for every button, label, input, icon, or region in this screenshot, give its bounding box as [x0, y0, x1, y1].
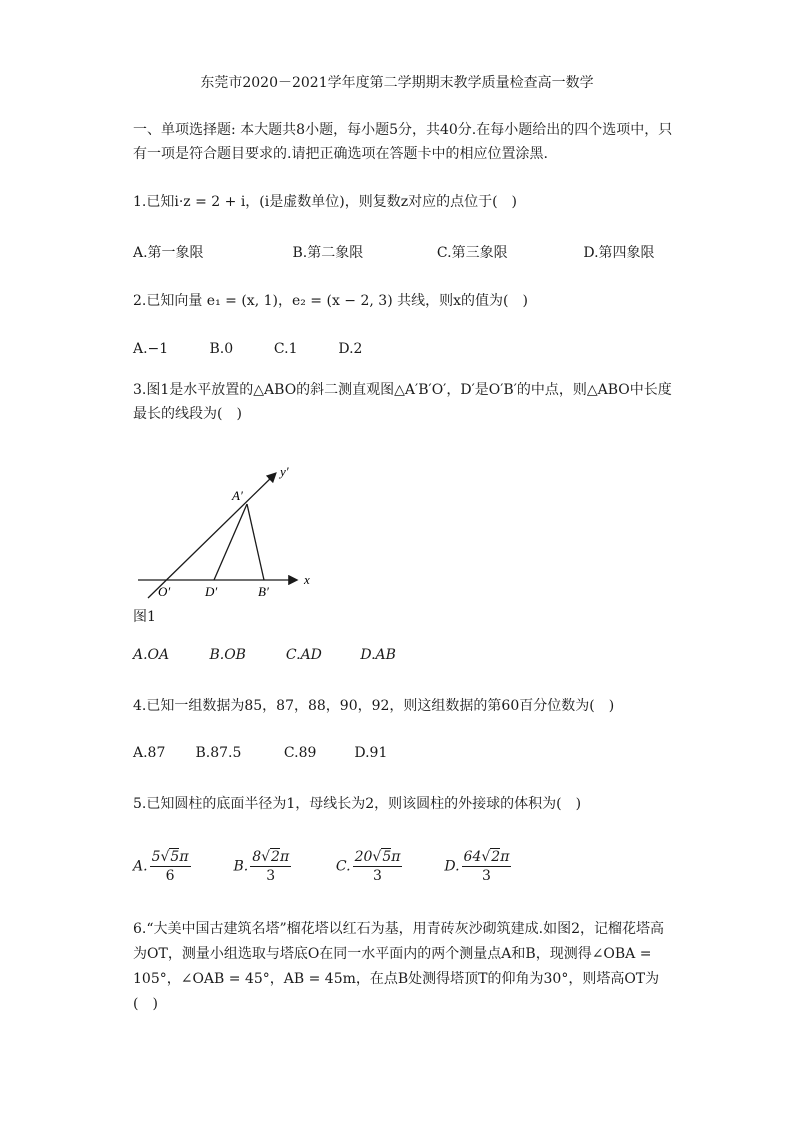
q5-d-denominator: 3 [482, 868, 491, 884]
q5-d-fraction [462, 848, 512, 885]
question-1-options [133, 242, 655, 262]
figure-1-svg [130, 460, 330, 610]
q2-option-c: C.1 [273, 341, 298, 357]
segment-a-d [214, 504, 247, 580]
q5-option-a [133, 848, 229, 885]
figure-1-oblique-drawing [130, 460, 330, 610]
question-2-options [133, 341, 362, 357]
q4-option-a: A.87 [133, 745, 166, 761]
section-heading: 一、单项选择题: 本大题共8小题，每小题5分，共40分.在每小题给出的四个选项中，只有一项是符合题目要求的.请把正确选项在答题卡中的相应位置涂黑. [133, 122, 673, 162]
label-o-prime: O′ [158, 584, 171, 599]
question-6-stem: 6.“大美中国古建筑名塔”榴花塔以红石为基，用青砖灰沙砌筑建成.如图2，记榴花塔高为OT，测量小组选取与塔底O在同一水平面内的两个测量点A和B，现测得∠OBA = 105°，∠OAB = 45°，AB = 45m，在点B处测得塔顶T的仰角为30°，则塔高OT为( ) [133, 921, 665, 1012]
q3-option-c: C.AD [285, 647, 322, 663]
q2-option-a: A.−1 [133, 341, 169, 357]
segment-a-b [247, 504, 264, 580]
question-2-stem: 2.已知向量 e₁ = (x, 1)，e₂ = (x − 2, 3) 共线，则x的值为( ) [133, 293, 528, 309]
label-d-prime: D′ [205, 584, 218, 599]
pi-symbol: π [279, 849, 290, 865]
q5-c-radicand: 5 [382, 849, 392, 865]
pi-symbol: π [500, 849, 510, 865]
q5-c-denominator: 3 [373, 868, 382, 884]
sqrt-sign: √ [481, 849, 491, 865]
q3-option-a: A.OA [133, 647, 170, 663]
q3-option-d: D.AB [360, 647, 396, 663]
q1-option-b: B.第二象限 [292, 245, 364, 261]
q5-b-denominator: 3 [266, 868, 276, 884]
label-y-prime: y′ [280, 464, 289, 479]
q3-option-b: B.OB [209, 647, 246, 663]
q5-c-coef: 20 [354, 849, 373, 865]
q5-a-radicand: 5 [170, 849, 180, 865]
q5-d-letter: D. [444, 858, 460, 875]
sqrt-sign: √ [160, 849, 170, 865]
q1-option-c: C.第三象限 [436, 245, 508, 261]
figure-1-caption: 图1 [133, 609, 156, 625]
q4-option-b: B.87.5 [195, 745, 242, 761]
q5-b-letter: B. [233, 858, 249, 875]
label-x: x [304, 572, 310, 587]
q5-option-b [233, 848, 331, 885]
q4-option-c: C.89 [283, 745, 317, 761]
question-4-stem: 4.已知一组数据为85，87，88，90，92，则这组数据的第60百分位数为( ) [133, 698, 615, 714]
label-a-prime: A′ [232, 488, 243, 503]
q5-a-fraction [150, 848, 191, 885]
q5-option-d [444, 848, 511, 885]
q4-option-d: D.91 [354, 745, 388, 761]
question-3-stem: 3.图1是水平放置的△ABO的斜二测直观图△A′B′O′，D′是O′B′的中点，则△ABO中长度最长的线段为( ) [133, 382, 672, 422]
question-1-stem: 1.已知i·z = 2 + i，(i是虚数单位)，则复数z对应的点位于( ) [133, 194, 518, 210]
pi-symbol: π [391, 849, 401, 865]
label-b-prime: B′ [258, 584, 269, 599]
q5-c-fraction [353, 848, 403, 885]
q5-a-coef: 5 [151, 849, 161, 865]
question-5-options [133, 848, 511, 885]
q5-option-c [336, 848, 440, 885]
q5-d-coef: 64 [463, 849, 482, 865]
q1-option-a: A.第一象限 [133, 245, 204, 261]
sqrt-sign: √ [261, 849, 271, 865]
question-3-options [133, 647, 396, 663]
q5-a-letter: A. [133, 858, 148, 875]
question-5-stem: 5.已知圆柱的底面半径为1，母线长为2，则该圆柱的外接球的体积为( ) [133, 796, 582, 812]
sqrt-sign: √ [372, 849, 382, 865]
q5-d-radicand: 2 [491, 849, 501, 865]
q1-option-d: D.第四象限 [583, 245, 655, 261]
q5-a-denominator: 6 [165, 868, 175, 884]
question-4-options [133, 745, 387, 761]
q5-b-radicand: 2 [271, 849, 280, 865]
q5-b-fraction [250, 848, 291, 885]
q5-c-letter: C. [335, 858, 351, 875]
q5-b-coef: 8 [252, 849, 262, 865]
q2-option-b: B.0 [209, 341, 234, 357]
page-title: 东莞市2020－2021学年度第二学期期末教学质量检查高一数学 [200, 75, 594, 91]
q2-option-d: D.2 [338, 341, 363, 357]
pi-symbol: π [179, 849, 189, 865]
